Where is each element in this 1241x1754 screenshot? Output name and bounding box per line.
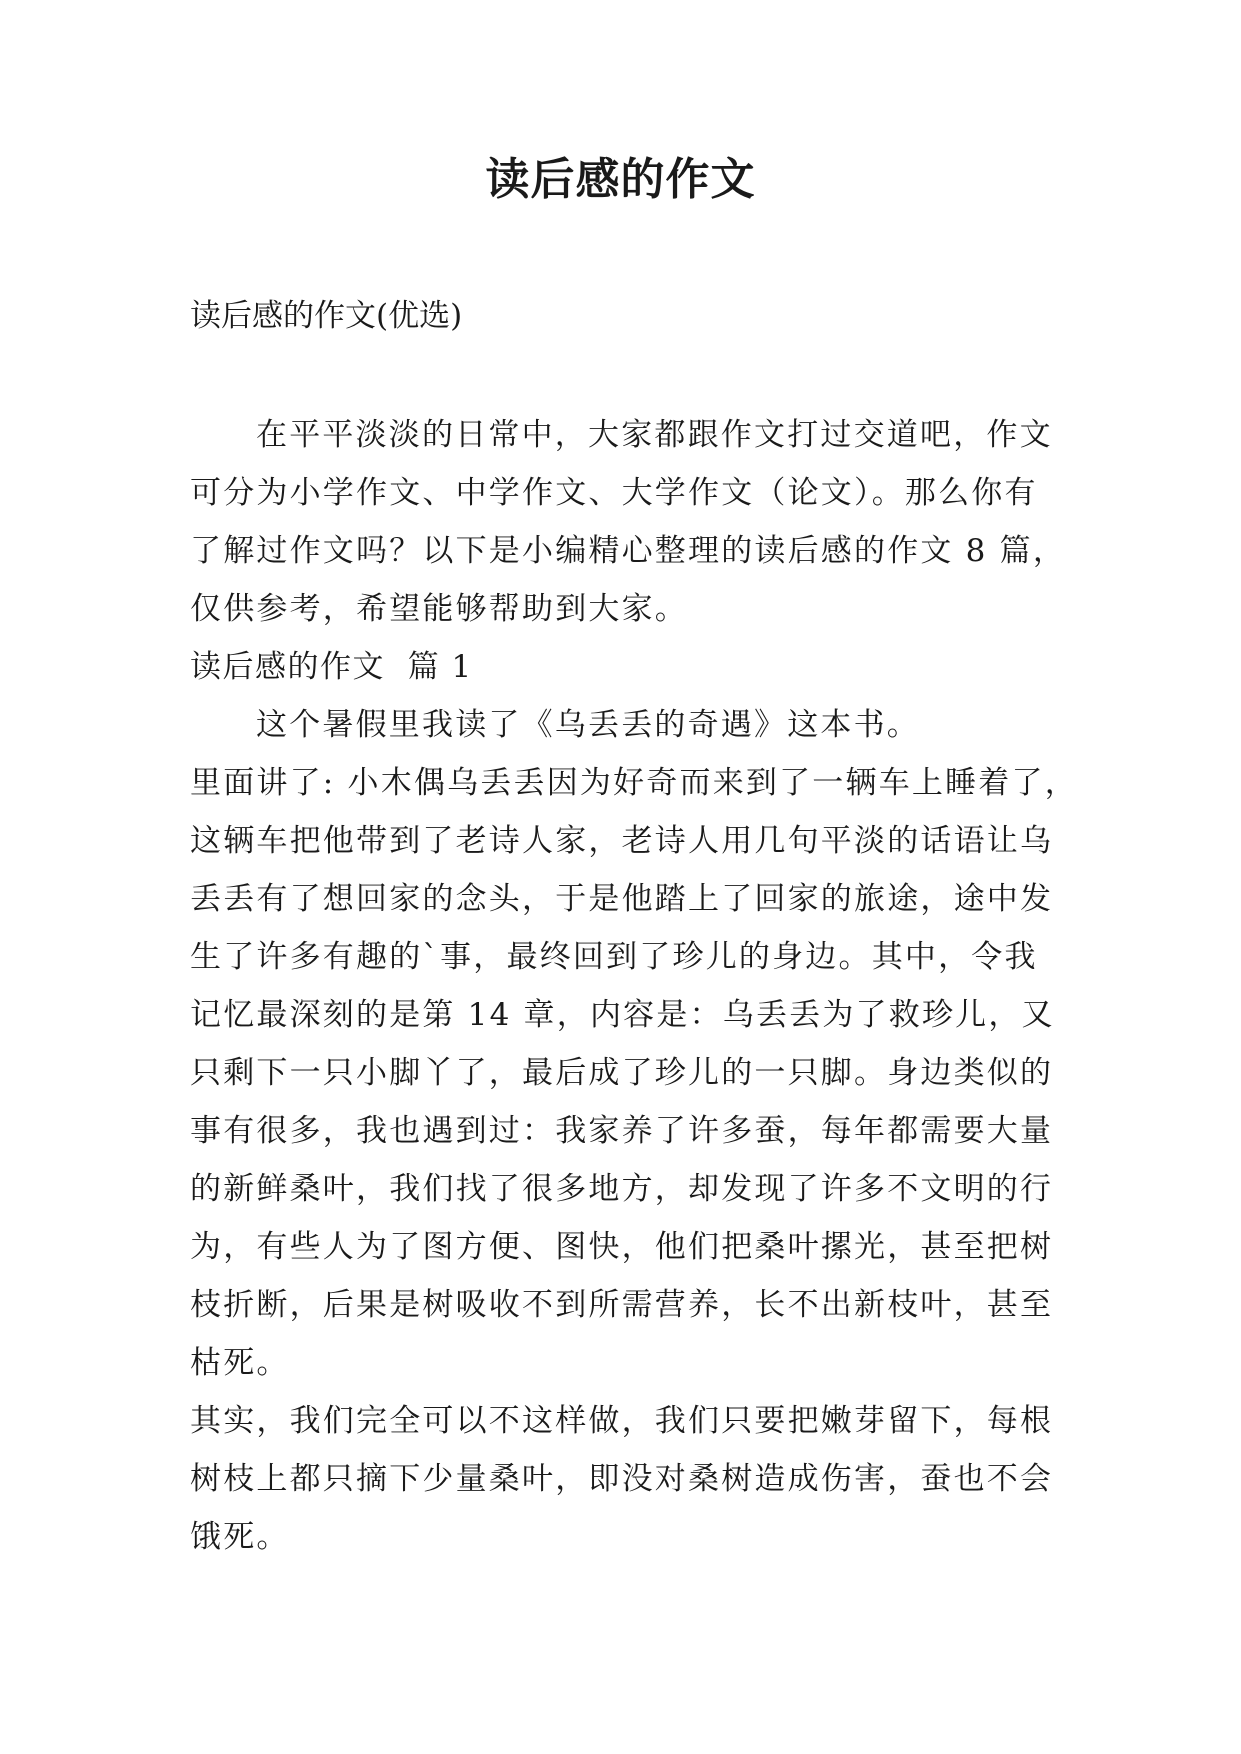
paragraph-line: 枯死。 (190, 1345, 290, 1381)
document-body (190, 406, 1078, 1566)
paragraph-line: 只剩下一只小脚丫了，最后成了珍儿的一只脚。身边类似的 (190, 1055, 1054, 1091)
document-title: 读后感的作文 (485, 154, 756, 205)
paragraph-line: 树枝上都只摘下少量桑叶，即没对桑树造成伤害，蚕也不会 (190, 1461, 1054, 1497)
paragraph-line: 记忆最深刻的是第 14 章，内容是：乌丢丢为了救珍儿，又 (190, 997, 1055, 1033)
paragraph-line: 丢丢有了想回家的念头，于是他踏上了回家的旅途，途中发 (190, 881, 1054, 917)
intro-line: 可分为小学作文、中学作文、大学作文（论文）。那么你有 (190, 475, 1038, 511)
paragraph-line: 这辆车把他带到了老诗人家，老诗人用几句平淡的话语让乌 (190, 823, 1054, 859)
document-subtitle: 读后感的作文(优选) (190, 298, 463, 334)
paragraph-line: 枝折断，后果是树吸收不到所需营养，长不出新枝叶，甚至 (190, 1287, 1054, 1323)
paragraph-line: 里面讲了: 小木偶乌丢丢因为好奇而来到了一辆车上睡着了， (190, 765, 1078, 801)
paragraph-line: 饿死。 (190, 1519, 290, 1555)
intro-line: 仅供参考，希望能够帮助到大家。 (190, 591, 688, 627)
intro-line: 了解过作文吗？以下是小编精心整理的读后感的作文 8 篇， (190, 533, 1067, 569)
intro-line: 在平平淡淡的日常中，大家都跟作文打过交道吧，作文 (256, 417, 1053, 453)
paragraph-line: 其实，我们完全可以不这样做，我们只要把嫩芽留下，每根 (190, 1403, 1054, 1439)
paragraph-line: 生了许多有趣的`事，最终回到了珍儿的身边。其中，令我 (190, 939, 1038, 975)
paragraph-line: 为，有些人为了图方便、图快，他们把桑叶摞光，甚至把树 (190, 1229, 1054, 1265)
paragraph-line: 事有很多，我也遇到过：我家养了许多蚕，每年都需要大量 (190, 1113, 1054, 1149)
section-first-line: 这个暑假里我读了《乌丢丢的奇遇》这本书。 (256, 707, 920, 743)
section-heading: 读后感的作文 篇 1 (190, 649, 473, 685)
paragraph-line: 的新鲜桑叶，我们找了很多地方，却发现了许多不文明的行 (190, 1171, 1054, 1207)
